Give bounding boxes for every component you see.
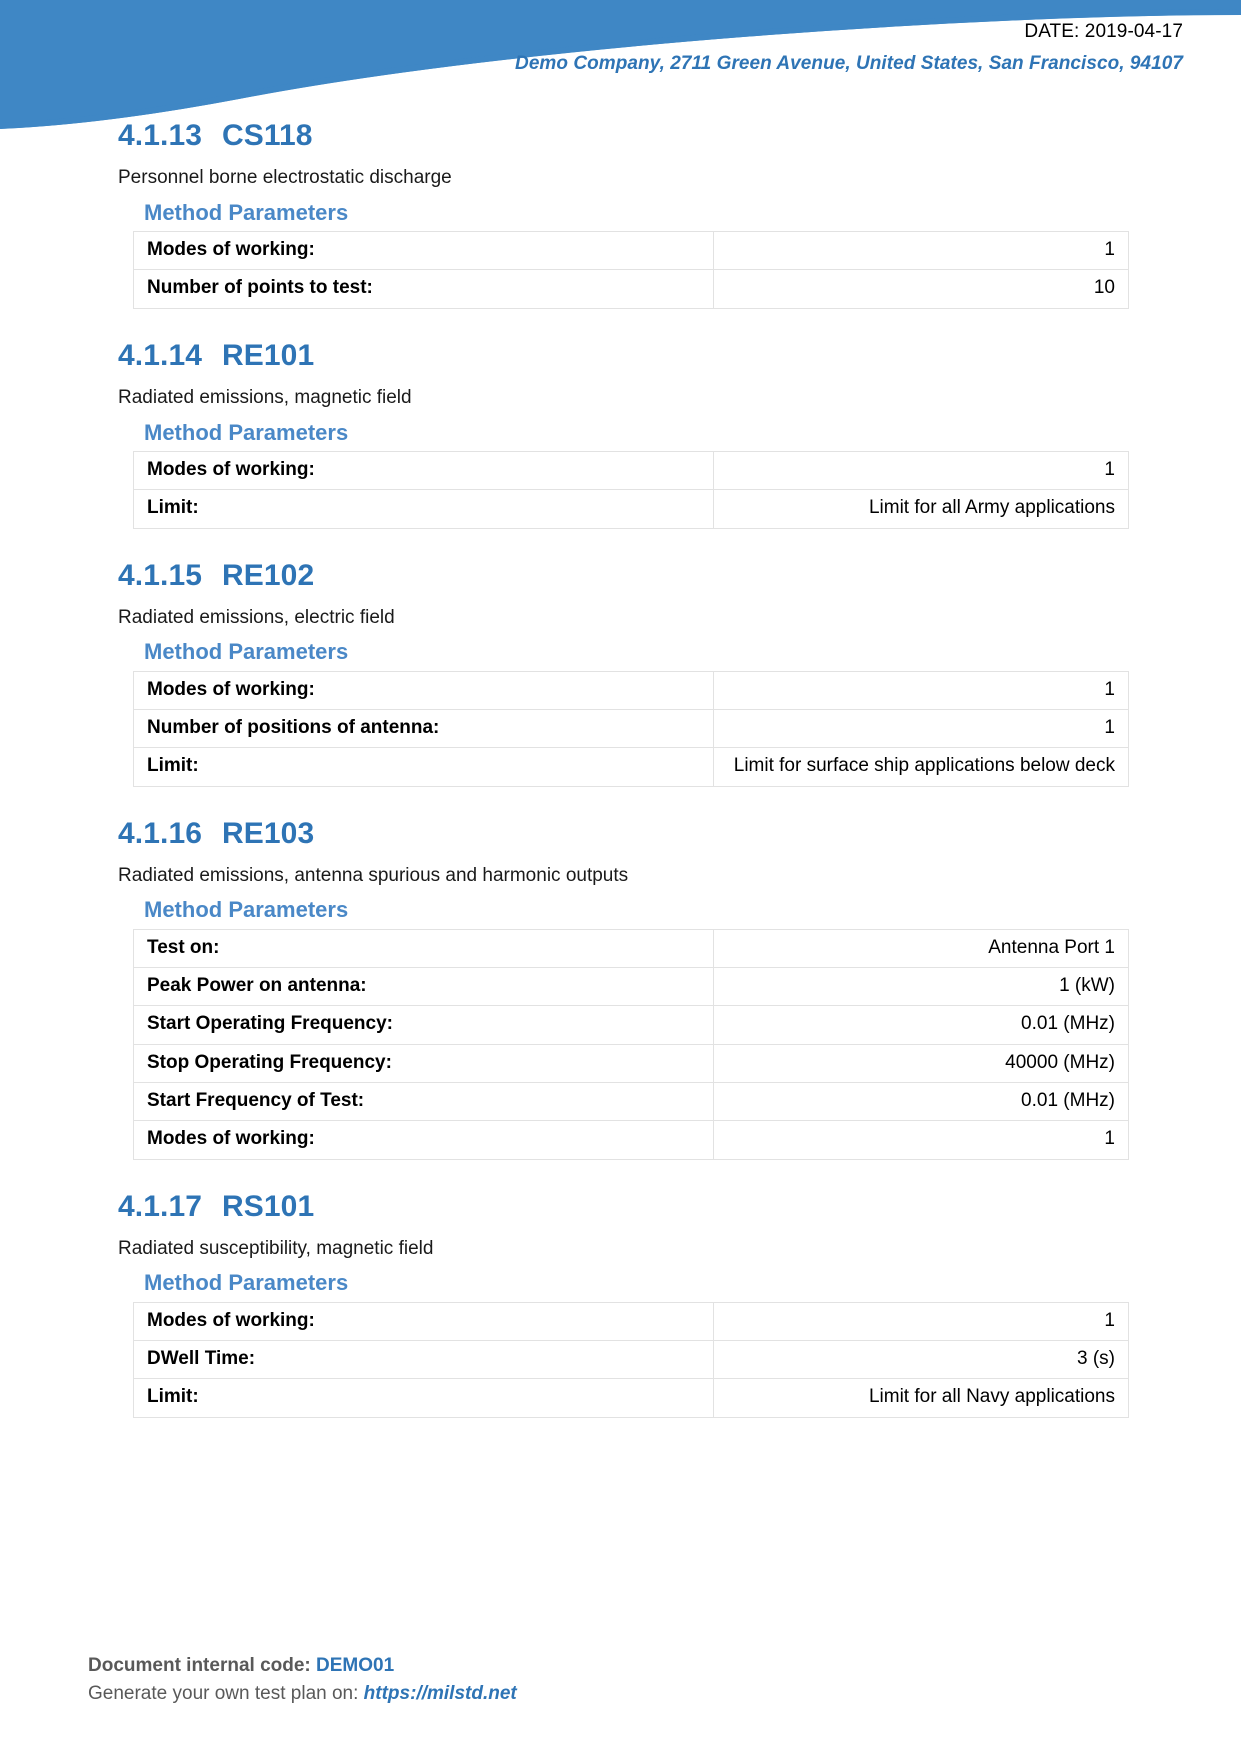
table-row [134,490,1129,528]
section-description: Radiated emissions, magnetic field [118,386,412,408]
section-spacer [133,787,1108,816]
section-cs118 [118,118,1115,309]
param-label: Modes of working: [134,1121,714,1159]
section-description: Radiated susceptibility, magnetic field [118,1237,434,1259]
param-label: Number of positions of antenna: [134,709,714,747]
table-row [134,1083,1129,1121]
section-re102 [118,558,1115,787]
param-label: Number of points to test: [134,270,714,308]
param-value: 40000 (MHz) [714,1044,1129,1082]
section-number: 4.1.16 [118,816,203,850]
table-row [134,232,1129,270]
footer-generate-line [88,1680,517,1708]
method-parameters-heading: Method Parameters [144,419,349,445]
param-label: Test on: [134,929,714,967]
table-row [134,1341,1129,1379]
section-spacer [133,529,1108,558]
method-parameters-table-rs101 [133,1302,1129,1418]
param-value: 1 [714,709,1129,747]
param-value: 1 [714,671,1129,709]
param-label: Modes of working: [134,232,714,270]
param-label: Modes of working: [134,451,714,489]
param-value: Antenna Port 1 [714,929,1129,967]
table-row [134,709,1129,747]
section-code: RE103 [222,816,315,850]
section-number: 4.1.15 [118,558,203,592]
header-date: DATE: 2019-04-17 [1024,21,1183,42]
method-parameters-table-re103 [133,929,1129,1160]
table-row [134,1302,1129,1340]
section-description: Radiated emissions, antenna spurious and harmonic outputs [118,864,629,886]
section-code: RE101 [222,338,315,372]
method-parameters-heading: Method Parameters [144,897,349,923]
param-value: 1 (kW) [714,968,1129,1006]
section-code: CS118 [222,119,313,152]
method-parameters-table-cs118 [133,231,1129,309]
table-row [134,1044,1129,1082]
method-parameters-heading: Method Parameters [144,639,349,665]
section-spacer [133,1160,1108,1189]
footer-generate-label: Generate your own test plan on: [88,1682,359,1704]
section-code: RS101 [222,1189,315,1223]
param-value: 1 [714,1121,1129,1159]
param-label: Limit: [134,490,714,528]
section-number: 4.1.17 [118,1189,203,1223]
page-footer [88,1652,517,1707]
param-label: DWell Time: [134,1341,714,1379]
param-value: Limit for all Army applications [714,490,1129,528]
param-label: Peak Power on antenna: [134,968,714,1006]
footer-code-label: Document internal code: [88,1655,311,1676]
section-heading-re101 [118,338,1108,374]
section-heading-re103 [118,816,1108,852]
section-number: 4.1.13 [118,119,203,152]
param-value: 0.01 (MHz) [714,1083,1129,1121]
param-label: Modes of working: [134,671,714,709]
section-re101 [118,338,1115,529]
param-value: 1 [714,1302,1129,1340]
param-label: Modes of working: [134,1302,714,1340]
footer-document-code-line [88,1652,517,1680]
table-row [134,451,1129,489]
param-label: Stop Operating Frequency: [134,1044,714,1082]
section-heading-rs101 [118,1189,1108,1225]
param-value: Limit for all Navy applications [714,1379,1129,1417]
table-row [134,671,1129,709]
document-content [118,118,1115,1418]
footer-url-link[interactable]: https://milstd.net [363,1682,517,1704]
section-spacer [133,309,1108,338]
footer-code-value: DEMO01 [316,1655,395,1676]
header-meta [515,22,1183,73]
param-value: Limit for surface ship applications below deck [714,748,1129,786]
section-description: Radiated emissions, electric field [118,606,395,628]
param-value: 1 [714,451,1129,489]
section-re103 [118,816,1115,1160]
param-label: Start Operating Frequency: [134,1006,714,1044]
page-header [0,0,1241,130]
table-row [134,1379,1129,1417]
param-label: Start Frequency of Test: [134,1083,714,1121]
table-row [134,748,1129,786]
param-value: 1 [714,232,1129,270]
table-row [134,968,1129,1006]
param-value: 0.01 (MHz) [714,1006,1129,1044]
section-number: 4.1.14 [118,338,203,372]
section-rs101 [118,1189,1115,1418]
param-value: 3 (s) [714,1341,1129,1379]
table-row [134,1121,1129,1159]
method-parameters-table-re102 [133,671,1129,787]
method-parameters-heading: Method Parameters [144,199,349,225]
table-row [134,929,1129,967]
table-row [134,270,1129,308]
method-parameters-heading: Method Parameters [144,1270,349,1296]
section-code: RE102 [222,558,315,592]
table-row [134,1006,1129,1044]
param-label: Limit: [134,1379,714,1417]
method-parameters-table-re101 [133,451,1129,529]
param-label: Limit: [134,748,714,786]
header-company-address: Demo Company, 2711 Green Avenue, United States, San Francisco, 94107 [515,53,1183,74]
section-description: Personnel borne electrostatic discharge [118,167,452,188]
section-heading-re102 [118,558,1108,594]
section-heading-cs118 [118,118,1108,154]
param-value: 10 [714,270,1129,308]
